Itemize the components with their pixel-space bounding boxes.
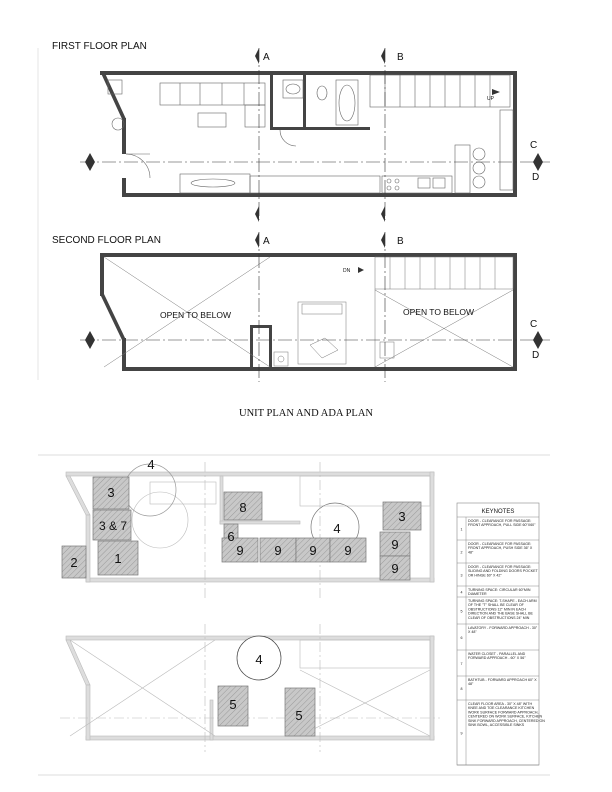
stair-down-label: DN — [343, 268, 351, 274]
keynote-text: WATER CLOSET - PARALLEL AND FORWARD APPROACH - 60" X 56" — [468, 652, 526, 661]
first-floor-furniture — [108, 75, 513, 193]
tag-4-lower: 4 — [255, 652, 263, 667]
tag-9-a: 9 — [236, 543, 244, 558]
tag-9-d: 9 — [344, 543, 352, 558]
tag-3-and-7: 3 & 7 — [98, 519, 128, 533]
keynote-text: TURNING SPACE: T-SHAPE - EACH ARM OF THE "T" SHALL BE CLEAR OF OBSTRUCTIONS 12" MIN IN EACH DIRECTION AND THE BASE SHALL BE CLEAR OF OBSTRUCTIONS 24" MIN — [468, 599, 537, 620]
keynote-text: DOOR - CLEARANCE FOR PASSAGE: SLIDING AND FOLDING DOORS POCKET OR HINGE 60" X 42" — [468, 565, 538, 578]
tag-9-b: 9 — [274, 543, 282, 558]
keynotes-title: KEYNOTES — [481, 509, 515, 515]
open-to-below-right: OPEN TO BELOW — [403, 307, 475, 317]
keynote-number: 1 — [460, 527, 463, 532]
keynote-text: TURNING SPACE: CIRCULAR 60"MIN DIAMETER — [468, 588, 531, 597]
tag-3-right: 3 — [398, 509, 406, 524]
section-b-marker-icon — [381, 48, 385, 64]
keynote-text: LAVATORY - FORWARD APPROACH - 30" X 48" — [468, 626, 538, 635]
tag-8: 8 — [239, 500, 247, 515]
keynote-number: 4 — [460, 590, 463, 595]
second-floor-title: SECOND FLOOR PLAN — [52, 235, 161, 246]
keynote-number: 8 — [460, 687, 463, 691]
section-a-label: A — [263, 52, 270, 63]
keynote-number: 6 — [460, 636, 463, 640]
keynote-text: BATHTUB - FORWARD APPROACH 60" X 48" — [468, 678, 537, 687]
tag-6: 6 — [227, 529, 235, 544]
stair-up-label: UP — [487, 96, 494, 102]
open-to-below-left: OPEN TO BELOW — [160, 310, 232, 320]
section-c-marker-left-icon — [85, 153, 95, 171]
section-d-marker-right-icon — [533, 153, 543, 171]
tag-2: 2 — [70, 555, 78, 570]
second-floor-plan — [52, 232, 550, 382]
keynote-text: CLEAR FLOOR AREA - 30" X 48" WITH KNEE AND TOE CLEARANCE KITCHEN WORK SURFACE FORWARD APPROACH, CENTERED ON WORK SURFACE, KITCHEN SINK FORWARD APPROACH, CENTERED ON SINK BOWL, ACCESSIBLE SINKS — [468, 702, 545, 727]
first-floor-title: FIRST FLOOR PLAN — [52, 41, 147, 52]
keynotes-table — [457, 503, 545, 765]
section-a-marker-icon — [255, 48, 259, 64]
tag-9-e: 9 — [391, 537, 399, 552]
keynote-number: 7 — [460, 662, 463, 666]
ada-plan-title: UNIT PLAN AND ADA PLAN — [239, 408, 373, 419]
section-c-label-2: C — [530, 319, 538, 330]
stair-down-arrow-icon — [358, 267, 364, 273]
section-d-label-2: D — [532, 350, 540, 361]
tag-4-mid: 4 — [333, 521, 341, 536]
section-b-label: B — [397, 52, 404, 63]
section-d-label: D — [532, 172, 540, 183]
tag-3-left: 3 — [107, 485, 115, 500]
keynote-number: 2 — [460, 550, 463, 555]
keynote-number: 9 — [460, 731, 463, 736]
tag-9-c: 9 — [309, 543, 317, 558]
tag-9-f: 9 — [391, 561, 399, 576]
keynote-text: DOOR - CLEARANCE FOR PASSAGE: FRONT APPROACH, PUSH SIDE 36" X 48" — [468, 542, 533, 555]
stair-arrow-icon — [492, 89, 500, 95]
keynote-number: 5 — [460, 609, 463, 614]
keynote-number: 3 — [460, 573, 463, 578]
first-floor-walls — [100, 71, 517, 197]
tag-1: 1 — [114, 551, 122, 566]
second-floor-section-markers — [85, 232, 543, 349]
tag-5-right: 5 — [295, 708, 303, 723]
section-a-label-2: A — [263, 236, 270, 247]
tag-5-left: 5 — [229, 697, 237, 712]
first-floor-plan — [52, 41, 550, 222]
keynote-text: DOOR - CLEARANCE FOR PASSAGE: FRONT APPROACH, PULL SIDE 60"X60" — [468, 519, 536, 528]
section-c-label: C — [530, 140, 538, 151]
tag-4-top: 4 — [147, 457, 155, 472]
section-b-label-2: B — [397, 236, 404, 247]
